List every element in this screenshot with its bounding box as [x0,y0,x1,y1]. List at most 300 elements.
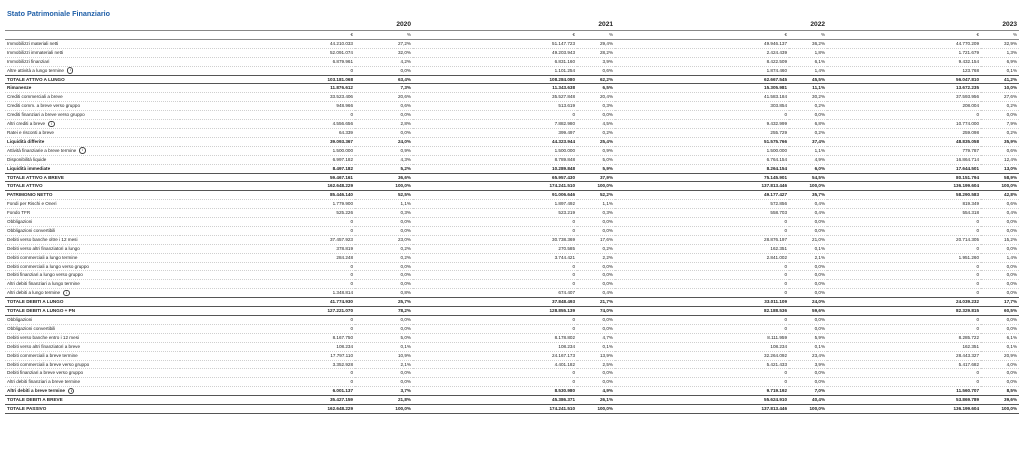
table-row [5,316,1019,325]
percent-cell: 21,7% [577,298,615,307]
percent-cell: 4,9% [577,387,615,396]
percent-cell: 0,9% [577,146,615,155]
value-cell: 0 [615,280,789,289]
value-cell: 17.644.501 [827,164,981,173]
table-row [5,93,1019,102]
percent-cell: 0,0% [789,324,827,333]
row-label: Immobilizzi finanziari [7,58,50,64]
value-cell: 8.111.959 [615,333,789,342]
percent-cell: 0,1% [577,342,615,351]
value-cell: 8.167.750 [180,333,355,342]
row-label-cell [5,289,180,298]
unit-euro: € [180,31,355,40]
value-cell: 0 [827,324,981,333]
percent-cell: 0,3% [355,209,413,218]
value-cell: 399.497 [413,128,577,137]
percent-cell: 32,0% [355,48,413,57]
percent-cell: 0,6% [981,146,1019,155]
percent-cell: 100,0% [355,405,413,414]
value-cell: 572.856 [615,200,789,209]
table-row [5,182,1019,191]
percent-cell: 0,0% [355,128,413,137]
percent-cell: 20,4% [577,93,615,102]
row-label-cell [5,324,180,333]
percent-cell: 0,0% [981,289,1019,298]
row-label-cell [5,396,180,405]
value-cell: 137.813.446 [615,405,789,414]
percent-cell: 5,2% [355,164,413,173]
value-cell: 16.864.714 [827,155,981,164]
percent-cell: 0,1% [981,66,1019,75]
percent-cell: 0,0% [355,378,413,387]
table-row [5,200,1019,209]
row-label-cell [5,405,180,414]
value-cell: 53.869.789 [827,396,981,405]
table-row [5,307,1019,316]
percent-cell: 100,0% [981,405,1019,414]
value-cell: 0 [827,244,981,253]
percent-cell: 42,8% [981,191,1019,200]
percent-cell: 100,0% [981,182,1019,191]
table-row [5,396,1019,405]
value-cell: 0 [615,271,789,280]
value-cell: 162.648.229 [180,405,355,414]
row-label: Debiti finanziari a breve verso gruppo [7,370,84,376]
value-cell: 378.819 [180,244,355,253]
percent-cell: 0,0% [789,289,827,298]
percent-cell: 0,0% [789,369,827,378]
percent-cell: 59,6% [789,307,827,316]
percent-cell: 0,6% [981,200,1019,209]
row-label-cell [5,48,180,57]
value-cell: 56.047.810 [827,75,981,84]
percent-cell: 0,0% [355,111,413,120]
percent-cell: 6,5% [577,84,615,93]
value-cell: 9.719.192 [615,387,789,396]
year-header: 2020 [396,21,412,28]
value-cell: 35.527.848 [413,93,577,102]
row-label: TOTALE ATTIVO A BREVE [7,174,64,180]
table-row [5,280,1019,289]
percent-cell: 32,9% [981,39,1019,48]
percent-cell: 0,6% [577,66,615,75]
value-cell: 9.432.999 [615,120,789,129]
value-cell: 0 [615,369,789,378]
value-cell: 1.500.000 [615,146,789,155]
value-cell: 24.167.173 [413,351,577,360]
value-cell: 0 [615,324,789,333]
value-cell: 6.764.154 [615,155,789,164]
row-label: Crediti commerciali a breve [7,94,63,100]
percent-cell: 100,0% [577,182,615,191]
row-label: Rimanenze [7,85,32,91]
row-label: Crediti finanziari a breve verso gruppo [7,112,85,118]
percent-cell: 0,0% [355,66,413,75]
percent-cell: 7,9% [981,120,1019,129]
value-cell: 44.770.209 [827,39,981,48]
value-cell: 0 [615,316,789,325]
row-label: Obbligazioni convertibili [7,227,56,233]
table-row [5,75,1019,84]
row-label-cell [5,39,180,48]
value-cell: 6.879.961 [180,57,355,66]
percent-cell: 30,2% [789,93,827,102]
percent-cell: 62,2% [577,75,615,84]
value-cell: 0 [615,111,789,120]
value-cell: 0 [413,271,577,280]
percent-cell: 60,5% [981,307,1019,316]
percent-cell: 17,7% [981,298,1019,307]
percent-cell: 27,2% [355,39,413,48]
table-row [5,235,1019,244]
percent-cell: 36,2% [789,39,827,48]
value-cell: 0 [827,111,981,120]
percent-cell: 0,2% [981,128,1019,137]
row-label-cell [5,191,180,200]
table-row [5,369,1019,378]
percent-cell: 1,1% [577,200,615,209]
value-cell: 51.147.723 [413,39,577,48]
value-cell: 30.738.369 [413,235,577,244]
year-header: 2021 [598,21,614,28]
percent-cell: 8,5% [981,387,1019,396]
row-label-cell [5,128,180,137]
value-cell: 0 [180,226,355,235]
percent-cell: 0,0% [981,111,1019,120]
percent-cell: 0,0% [355,262,413,271]
percent-cell: 2,8% [355,120,413,129]
value-cell: 0 [827,369,981,378]
row-label: Debiti finanziari a lungo verso gruppo [7,272,83,278]
year-header-row [5,20,1019,31]
row-label: Altre attività a lungo termine [7,67,64,73]
percent-cell: 0,0% [577,280,615,289]
value-cell: 85.446.140 [180,191,355,200]
percent-cell: 74,0% [577,307,615,316]
table-row [5,164,1019,173]
value-cell: 7.882.980 [413,120,577,129]
percent-cell: 6,1% [981,333,1019,342]
percent-cell: 3,9% [577,57,615,66]
percent-cell: 0,2% [981,102,1019,111]
value-cell: 58.290.583 [827,191,981,200]
unit-pct: % [789,31,827,40]
row-label-cell [5,360,180,369]
percent-cell: 63,4% [355,75,413,84]
percent-cell: 3,7% [355,387,413,396]
row-label: Disponibilità liquide [7,156,47,162]
table-row [5,66,1019,75]
balance-sheet-table [5,20,1019,414]
value-cell: 24.039.232 [827,298,981,307]
row-label-cell [5,226,180,235]
row-label: Debiti verso banche entro i 12 mesi [7,334,80,340]
value-cell: 11.343.638 [413,84,577,93]
value-cell: 32.264.092 [615,351,789,360]
row-label-cell [5,57,180,66]
value-cell: 15.305.981 [615,84,789,93]
value-cell: 948.966 [180,102,355,111]
value-cell: 174.241.510 [413,405,577,414]
percent-cell: 0,0% [789,271,827,280]
row-label-cell [5,120,180,129]
row-label: Immobilizzi materiali netti [7,40,59,46]
table-row [5,333,1019,342]
value-cell: 108.284.080 [413,75,577,84]
row-label-cell [5,164,180,173]
info-icon[interactable]: i [67,67,74,74]
value-cell: 162.351 [615,244,789,253]
value-cell: 64.339 [180,128,355,137]
percent-cell: 0,0% [577,369,615,378]
value-cell: 52.091.074 [180,48,355,57]
value-cell: 1.897.492 [413,200,577,209]
percent-cell: 0,0% [981,244,1019,253]
percent-cell: 1,1% [355,200,413,209]
value-cell: 108.234 [413,342,577,351]
row-label-cell [5,271,180,280]
percent-cell: 36,6% [355,173,413,182]
percent-cell: 100,0% [789,405,827,414]
row-label-cell [5,66,180,75]
row-label: Debiti verso altri finanziatori a breve [7,343,81,349]
row-label-cell [5,75,180,84]
table-row [5,387,1019,396]
percent-cell: 20,6% [355,93,413,102]
value-cell: 137.813.446 [615,182,789,191]
info-icon[interactable]: i [63,290,70,297]
percent-cell: 12,4% [981,155,1019,164]
unit-euro: € [413,31,577,40]
value-cell: 0 [413,369,577,378]
table-row [5,271,1019,280]
percent-cell: 0,0% [577,111,615,120]
value-cell: 523.219 [413,209,577,218]
value-cell: 59.467.161 [180,173,355,182]
percent-cell: 0,0% [789,378,827,387]
value-cell: 0 [413,324,577,333]
value-cell: 33.523.406 [180,93,355,102]
percent-cell: 2,1% [789,253,827,262]
percent-cell: 0,4% [577,289,615,298]
value-cell: 1.951.260 [827,253,981,262]
row-label: Liquidità immediate [7,165,51,171]
percent-cell: 7,0% [789,387,827,396]
percent-cell: 4,9% [789,155,827,164]
value-cell: 8.422.509 [615,57,789,66]
percent-cell: 0,0% [355,218,413,227]
table-row [5,173,1019,182]
value-cell: 0 [413,111,577,120]
percent-cell: 0,1% [789,342,827,351]
percent-cell: 13,9% [577,351,615,360]
percent-cell: 4,7% [577,333,615,342]
percent-cell: 3,9% [789,360,827,369]
percent-cell: 5,9% [789,333,827,342]
table-row [5,111,1019,120]
value-cell: 49.203.943 [413,48,577,57]
value-cell: 103.181.068 [180,75,355,84]
percent-cell: 1,3% [981,48,1019,57]
row-label-cell [5,307,180,316]
value-cell: 37.593.956 [827,93,981,102]
percent-cell: 0,0% [577,316,615,325]
value-cell: 62.667.545 [615,75,789,84]
row-label: Altri debiti a lungo termine [7,290,61,296]
percent-cell: 0,3% [577,209,615,218]
row-label-cell [5,369,180,378]
percent-cell: 6,1% [789,57,827,66]
row-label: Altri debiti finanziari a breve termine [7,379,81,385]
value-cell: 8.285.722 [827,333,981,342]
value-cell: 41.774.930 [180,298,355,307]
percent-cell: 35,9% [981,137,1019,146]
percent-cell: 52,5% [355,191,413,200]
row-label: Obbligazioni convertibili [7,325,56,331]
table-row [5,378,1019,387]
percent-cell: 0,0% [981,378,1019,387]
value-cell: 35.427.159 [180,396,355,405]
value-cell: 0 [180,271,355,280]
percent-cell: 45,5% [789,75,827,84]
percent-cell: 0,0% [789,218,827,227]
row-label-cell [5,182,180,191]
value-cell: 0 [827,226,981,235]
percent-cell: 10,0% [981,84,1019,93]
row-label: Obbligazioni [7,219,33,225]
value-cell: 9.432.154 [827,57,981,66]
percent-cell: 52,2% [577,191,615,200]
percent-cell: 1,8% [789,48,827,57]
table-row [5,324,1019,333]
info-icon[interactable]: i [68,388,75,395]
percent-cell: 0,0% [981,324,1019,333]
row-label: TOTALE DEBITI A LUNGO + PN [7,308,76,314]
row-label: Altri crediti a breve [7,121,46,127]
value-cell: 17.797.110 [180,351,355,360]
row-label: PATRIMONIO NETTO [7,192,53,198]
percent-cell: 20,9% [981,351,1019,360]
row-label: Debiti commerciali a breve termine [7,352,78,358]
row-label: Debiti verso altri finanziatori a lungo [7,245,80,251]
unit-header-row [5,31,1019,40]
table-row [5,39,1019,48]
row-label: TOTALE ATTIVO A LUNGO [7,76,65,82]
percent-cell: 0,0% [981,271,1019,280]
percent-cell: 0,2% [577,244,615,253]
percent-cell: 0,0% [355,280,413,289]
percent-cell: 0,0% [981,218,1019,227]
value-cell: 11.876.612 [180,84,355,93]
table-row [5,146,1019,155]
table-row [5,120,1019,129]
percent-cell: 0,8% [355,289,413,298]
percent-cell: 0,0% [981,226,1019,235]
value-cell: 6.831.160 [413,57,577,66]
row-label: TOTALE DEBITI A BREVE [7,397,63,403]
row-label: Debiti verso banche oltre i 12 mesi [7,236,78,242]
percent-cell: 78,2% [355,307,413,316]
value-cell: 2.841.002 [615,253,789,262]
value-cell: 20.714.305 [827,235,981,244]
row-label-cell [5,84,180,93]
value-cell: 82.188.536 [615,307,789,316]
row-label: Debiti commerciali a breve verso gruppo [7,361,90,367]
value-cell: 44.210.033 [180,39,355,48]
value-cell: 0 [180,378,355,387]
percent-cell: 21,0% [789,235,827,244]
percent-cell: 10,9% [355,351,413,360]
row-label: Liquidità differite [7,138,45,144]
value-cell: 75.145.901 [615,173,789,182]
value-cell: 0 [180,262,355,271]
value-cell: 0 [180,324,355,333]
value-cell: 0 [413,226,577,235]
row-label: TOTALE PASSIVO [7,406,47,412]
percent-cell: 25,4% [577,137,615,146]
percent-cell: 0,0% [577,262,615,271]
percent-cell: 1,4% [981,253,1019,262]
row-label-cell [5,111,180,120]
row-label-cell [5,235,180,244]
value-cell: 0 [180,66,355,75]
table-row [5,155,1019,164]
unit-pct: % [577,31,615,40]
value-cell: 0 [180,369,355,378]
info-icon[interactable]: i [48,121,55,128]
row-label: Obbligazioni [7,317,33,322]
value-cell: 255.729 [615,128,789,137]
value-cell: 303.854 [615,102,789,111]
row-label-cell [5,342,180,351]
percent-cell: 0,2% [577,128,615,137]
row-label-cell [5,253,180,262]
row-label-cell [5,333,180,342]
percent-cell: 0,0% [577,271,615,280]
row-label: Altri debiti a breve termine [7,388,65,394]
value-cell: 0 [413,262,577,271]
value-cell: 270.585 [413,244,577,253]
percent-cell: 0,0% [789,280,827,289]
percent-cell: 40,4% [789,396,827,405]
percent-cell: 0,0% [789,262,827,271]
percent-cell: 4,5% [577,120,615,129]
percent-cell: 100,0% [789,182,827,191]
percent-cell: 1,1% [789,146,827,155]
row-label-cell [5,102,180,111]
value-cell: 1.874.460 [615,66,789,75]
percent-cell: 39,6% [981,396,1019,405]
percent-cell: 0,0% [355,369,413,378]
value-cell: 779.787 [827,146,981,155]
percent-cell: 21,8% [355,396,413,405]
percent-cell: 0,2% [355,244,413,253]
info-icon[interactable]: i [79,147,86,154]
percent-cell: 7,3% [355,84,413,93]
percent-cell: 0,0% [355,271,413,280]
percent-cell: 2,2% [577,253,615,262]
percent-cell: 54,5% [789,173,827,182]
row-label-cell [5,351,180,360]
percent-cell: 0,0% [789,111,827,120]
percent-cell: 0,4% [789,200,827,209]
value-cell: 0 [615,289,789,298]
value-cell: 3.352.928 [180,360,355,369]
percent-cell: 0,0% [355,316,413,325]
percent-cell: 28,2% [577,48,615,57]
percent-cell: 0,2% [789,102,827,111]
value-cell: 6.001.137 [180,387,355,396]
